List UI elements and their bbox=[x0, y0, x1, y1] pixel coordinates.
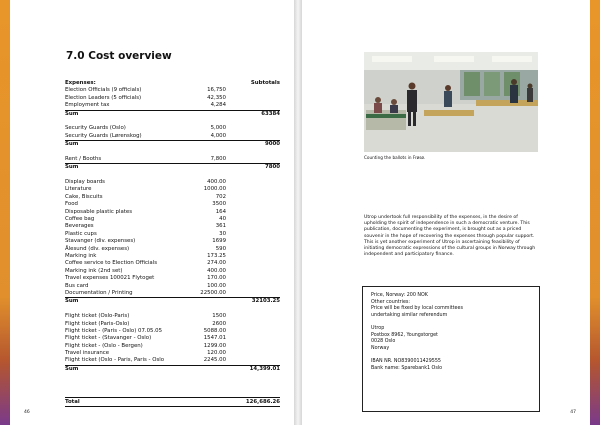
body-paragraph: Utrop undertook full responsibility of the expenses, in the desire of upholding the spirit of independence in such a democratic venture. This publication, documenting the experiment, is brought out as a priced souvenir in the hope of recovering the expenses through popular support. This is yet another experiment of Utrop in ascertaining feasibility of initiating democratic expressions of the cultural groups in Norway through independent and participatory finance. bbox=[364, 215, 536, 258]
expense-group bbox=[65, 87, 280, 118]
item-label: Cake, Biscuits bbox=[65, 193, 103, 200]
total-label: Total bbox=[65, 399, 80, 405]
sum-label: Sum bbox=[65, 164, 79, 171]
item-label: Marking ink (2nd set) bbox=[65, 267, 123, 274]
item-amount: 590 bbox=[215, 245, 226, 252]
total-section bbox=[65, 397, 280, 407]
box-line: Utrop bbox=[371, 325, 385, 331]
table-row bbox=[65, 290, 280, 297]
expense-groups bbox=[65, 87, 280, 373]
item-amount: 274.00 bbox=[207, 260, 226, 267]
item-amount: 4,000 bbox=[210, 132, 226, 139]
item-amount: 40 bbox=[219, 216, 226, 223]
sum-row bbox=[65, 365, 280, 373]
item-amount: 2600 bbox=[212, 320, 226, 327]
sum-row bbox=[65, 110, 280, 118]
sum-row bbox=[65, 140, 280, 148]
page-number-right: 47 bbox=[570, 410, 576, 415]
total-row bbox=[65, 397, 280, 407]
item-amount: 170.00 bbox=[207, 275, 226, 282]
box-line: 0028 Oslo bbox=[371, 339, 396, 345]
table-row bbox=[65, 313, 280, 320]
item-amount: 30 bbox=[219, 230, 226, 237]
table-row bbox=[65, 357, 280, 364]
item-label: Disposable plastic plates bbox=[65, 208, 133, 215]
item-label: Flight ticket - (Oslo - Bergen) bbox=[65, 342, 143, 349]
item-amount: 1000.00 bbox=[203, 186, 226, 193]
table-row bbox=[65, 133, 280, 140]
box-line bbox=[371, 352, 531, 359]
item-amount: 173.25 bbox=[207, 252, 226, 259]
box-line: Other countries: bbox=[371, 299, 411, 305]
box-line: Price will be fixed by local committees bbox=[371, 306, 463, 312]
sum-row bbox=[65, 297, 280, 305]
box-line: Norway bbox=[371, 345, 390, 351]
price-box-content bbox=[363, 287, 539, 378]
item-amount: 42,350 bbox=[207, 94, 226, 101]
box-line: Price, Norway: 200 NOK bbox=[371, 293, 428, 298]
item-label: Stavanger (div. expenses) bbox=[65, 238, 136, 245]
item-label: Travel insurance bbox=[65, 350, 110, 357]
table-row bbox=[65, 186, 280, 193]
sum-label: Sum bbox=[65, 298, 79, 305]
item-label: Display boards bbox=[65, 179, 105, 186]
table-row bbox=[65, 335, 280, 342]
table-row bbox=[65, 246, 280, 253]
sum-value: 7800 bbox=[264, 164, 280, 171]
table-row bbox=[65, 253, 280, 260]
item-label: Security Guards (Lørenskog) bbox=[65, 132, 142, 139]
item-label: Election Leaders (5 officials) bbox=[65, 94, 142, 101]
photo-illustration bbox=[364, 52, 538, 152]
item-amount: 361 bbox=[215, 223, 226, 230]
sum-row bbox=[65, 163, 280, 171]
expenses-header: Expenses: bbox=[65, 80, 96, 86]
item-label: Bus card bbox=[65, 282, 89, 289]
item-amount: 120.00 bbox=[207, 350, 226, 357]
right-color-bar bbox=[590, 0, 600, 425]
right-page bbox=[302, 0, 590, 425]
item-amount: 1500 bbox=[212, 313, 226, 320]
table-row bbox=[65, 343, 280, 350]
item-label: Security Guards (Oslo) bbox=[65, 125, 126, 132]
item-amount: 400.00 bbox=[207, 179, 226, 186]
item-label: Marking ink bbox=[65, 252, 97, 259]
item-amount: 100.00 bbox=[207, 282, 226, 289]
photo-caption: Counting the ballots in Frøsø. bbox=[364, 155, 426, 160]
item-amount: 702 bbox=[215, 193, 226, 200]
sum-value: 9000 bbox=[264, 141, 280, 148]
table-row bbox=[65, 260, 280, 267]
total-value: 126,686.26 bbox=[245, 399, 280, 405]
table-row bbox=[65, 216, 280, 223]
item-label: Travel expenses 100021 Flytoget bbox=[65, 275, 155, 282]
table-row bbox=[65, 238, 280, 245]
table-row bbox=[65, 125, 280, 132]
box-line: Bank name: Sparebank1 Oslo bbox=[371, 365, 443, 371]
item-amount: 1299.00 bbox=[203, 342, 226, 349]
item-amount: 2245.00 bbox=[203, 357, 226, 364]
table-row bbox=[65, 321, 280, 328]
item-label: Employment tax bbox=[65, 102, 110, 109]
item-amount: 3500 bbox=[212, 201, 226, 208]
item-amount: 1547.01 bbox=[203, 335, 226, 342]
item-label: Coffee service to Election Officials bbox=[65, 260, 158, 267]
sum-value: 63384 bbox=[261, 110, 280, 117]
item-amount: 4,284 bbox=[210, 102, 226, 109]
table-row bbox=[65, 95, 280, 102]
sum-label: Sum bbox=[65, 365, 79, 372]
item-label: Flight ticket (Paris-Oslo) bbox=[65, 320, 130, 327]
table-row bbox=[65, 223, 280, 230]
table-row bbox=[65, 194, 280, 201]
table-row bbox=[65, 350, 280, 357]
table-header-row bbox=[65, 80, 280, 87]
table-row bbox=[65, 275, 280, 282]
table-row bbox=[65, 328, 280, 335]
item-amount: 5088.00 bbox=[203, 327, 226, 334]
box-line bbox=[371, 319, 531, 326]
sum-label: Sum bbox=[65, 141, 79, 148]
item-label: Plastic cups bbox=[65, 230, 97, 237]
expense-group bbox=[65, 179, 280, 306]
sum-value: 32103.25 bbox=[251, 298, 280, 305]
item-label: Flight ticket - (Stavanger - Oslo) bbox=[65, 335, 152, 342]
book-gutter bbox=[294, 0, 302, 425]
item-amount: 5,000 bbox=[210, 125, 226, 132]
price-info-box bbox=[362, 286, 540, 412]
expense-group bbox=[65, 156, 280, 172]
item-label: Flight ticket (Oslo - Paris, Paris - Oslo bbox=[65, 357, 165, 364]
item-amount: 400.00 bbox=[207, 267, 226, 274]
item-label: Coffee bag bbox=[65, 216, 95, 223]
table-row bbox=[65, 231, 280, 238]
item-label: Beverages bbox=[65, 223, 94, 230]
table-row bbox=[65, 87, 280, 94]
table-row bbox=[65, 268, 280, 275]
item-label: Food bbox=[65, 201, 78, 208]
item-label: Documentation / Printing bbox=[65, 289, 133, 296]
ballot-counting-photo bbox=[364, 52, 538, 152]
page-number-left: 46 bbox=[24, 410, 30, 415]
item-amount: 164 bbox=[215, 208, 226, 215]
cost-table bbox=[65, 80, 280, 373]
table-row bbox=[65, 201, 280, 208]
item-label: Literature bbox=[65, 186, 92, 193]
page-heading: 7.0 Cost overview bbox=[66, 50, 172, 62]
table-row bbox=[65, 209, 280, 216]
item-amount: 1699 bbox=[212, 238, 226, 245]
box-line: undertaking similar referendum bbox=[371, 312, 448, 318]
expense-group bbox=[65, 313, 280, 373]
item-label: Election Officials (9 officials) bbox=[65, 87, 142, 94]
item-label: Rent / Booths bbox=[65, 155, 102, 162]
left-color-bar bbox=[0, 0, 10, 425]
sum-label: Sum bbox=[65, 110, 79, 117]
box-line: Postbox 8962, Youngstorget bbox=[371, 332, 438, 338]
item-label: Ålesund (div. expenses) bbox=[65, 245, 130, 252]
expense-group bbox=[65, 125, 280, 148]
table-row bbox=[65, 156, 280, 163]
left-page bbox=[10, 0, 294, 425]
item-amount: 16,750 bbox=[207, 87, 226, 94]
sum-value: 14,399.01 bbox=[249, 365, 280, 372]
item-amount: 7,800 bbox=[210, 155, 226, 162]
item-label: Flight ticket (Oslo-Paris) bbox=[65, 313, 130, 320]
item-amount: 22500.00 bbox=[200, 289, 226, 296]
item-label: Flight ticket - (Paris - Oslo) 07.05.05 bbox=[65, 327, 163, 334]
table-row bbox=[65, 102, 280, 109]
table-row bbox=[65, 283, 280, 290]
table-row bbox=[65, 179, 280, 186]
subtotals-header: Subtotals bbox=[250, 80, 280, 86]
box-line: IBAN NR. NO8390011429555 bbox=[371, 358, 441, 364]
